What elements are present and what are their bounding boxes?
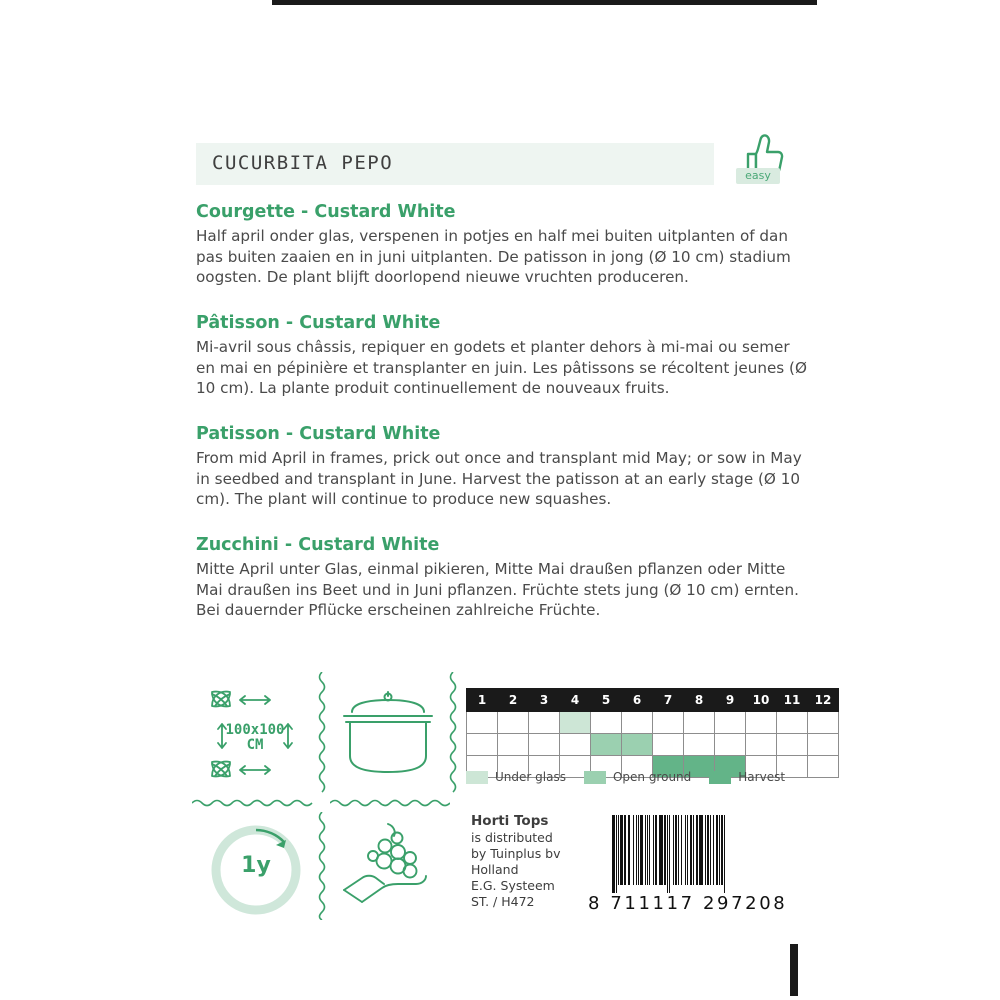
plant-spacing-line1: 100x100 bbox=[225, 722, 285, 738]
description-block-nl bbox=[196, 202, 812, 288]
description-title-nl: Courgette - Custard White bbox=[196, 202, 456, 222]
legend-label-harvest: Harvest bbox=[738, 770, 786, 784]
wavy-divider-horizontal-left bbox=[192, 798, 320, 808]
calendar-cell-empty bbox=[467, 734, 498, 756]
description-block-en bbox=[196, 424, 812, 510]
calendar-month-header: 3 bbox=[529, 689, 560, 712]
calendar-month-header: 1 bbox=[467, 689, 498, 712]
legend-swatch-open-ground bbox=[584, 771, 606, 784]
description-body-de: Mitte April unter Glas, einmal pikieren, Mitte Mai draußen pflanzen oder Mitte Mai draußen ins Beet und in Juni pflanzen. Früchte stets jung (Ø 10 cm) ernten. Bei dauernder Pflücke erscheinen zahlreiche Früchte. bbox=[196, 560, 799, 620]
company-line-2: is distributed bbox=[471, 830, 553, 846]
wavy-divider-horizontal-right bbox=[330, 798, 450, 808]
calendar-cell-empty bbox=[715, 712, 746, 734]
crop-mark-bottom bbox=[790, 944, 798, 996]
calendar-month-header: 7 bbox=[653, 689, 684, 712]
company-line-3: by Tuinplus bv bbox=[471, 846, 561, 862]
legend-label-under-glass: Under glass bbox=[495, 770, 566, 784]
calendar-cell-empty bbox=[777, 712, 808, 734]
calendar-header-row bbox=[467, 689, 839, 712]
calendar-month-header: 5 bbox=[591, 689, 622, 712]
description-body-en: From mid April in frames, prick out once and transplant mid May; or sow in May in seedbed and transplant in June. Harvest the patisson at an early stage (Ø 10 cm). The plant will continue to produce new squashes. bbox=[196, 449, 802, 509]
wavy-divider-vertical-top bbox=[317, 672, 327, 794]
calendar-cell-empty bbox=[498, 712, 529, 734]
calendar-body bbox=[467, 712, 839, 778]
calendar-cell-empty bbox=[498, 734, 529, 756]
calendar-cell-empty bbox=[560, 734, 591, 756]
calendar-month-header: 2 bbox=[498, 689, 529, 712]
company-line-6: ST. / H472 bbox=[471, 894, 535, 910]
legend-item-under-glass bbox=[466, 770, 566, 784]
crop-mark-top bbox=[272, 0, 817, 5]
calendar-month-header: 4 bbox=[560, 689, 591, 712]
company-line-5: E.G. Systeem bbox=[471, 878, 555, 894]
calendar-cell-empty bbox=[808, 712, 839, 734]
barcode-bars bbox=[612, 815, 808, 893]
easy-badge-label: easy bbox=[736, 168, 780, 184]
description-block-fr bbox=[196, 313, 812, 399]
calendar-cell-ground bbox=[622, 734, 653, 756]
calendar-cell-empty bbox=[622, 712, 653, 734]
calendar-cell-empty bbox=[529, 734, 560, 756]
legend-item-open-ground bbox=[584, 770, 691, 784]
annual-cycle-label: 1y bbox=[241, 853, 271, 878]
legend-item-harvest bbox=[709, 770, 785, 784]
legend-swatch-harvest bbox=[709, 771, 731, 784]
sowing-calendar-table bbox=[466, 688, 839, 778]
page-title: CUCURBITA PEPO bbox=[212, 152, 394, 174]
company-line-4: Holland bbox=[471, 862, 519, 878]
calendar-cell-glass bbox=[560, 712, 591, 734]
calendar-cell-empty bbox=[684, 734, 715, 756]
calendar-month-header: 12 bbox=[808, 689, 839, 712]
plant-spacing-label bbox=[213, 723, 297, 752]
description-body-fr: Mi-avril sous châssis, repiquer en godets et planter dehors à mi-mai ou semer en mai en pépinière et transplanter en juin. Les pâtissons se récoltent jeunes (Ø 10 cm). La plante produit continuellement de nouveaux fruits. bbox=[196, 338, 807, 398]
calendar-cell-empty bbox=[653, 734, 684, 756]
plant-spacing-line2: CM bbox=[246, 736, 264, 753]
calendar-cell-empty bbox=[746, 712, 777, 734]
barcode-number: 8 711117 297208 bbox=[588, 893, 788, 914]
calendar-month-header: 9 bbox=[715, 689, 746, 712]
barcode bbox=[612, 815, 808, 893]
calendar-cell-empty bbox=[808, 756, 839, 778]
calendar-cell-empty bbox=[653, 712, 684, 734]
description-title-fr: Pâtisson - Custard White bbox=[196, 313, 441, 333]
sowing-calendar bbox=[466, 688, 839, 778]
description-title-de: Zucchini - Custard White bbox=[196, 535, 440, 555]
calendar-cell-empty bbox=[591, 712, 622, 734]
calendar-cell-empty bbox=[529, 712, 560, 734]
legend-swatch-under-glass bbox=[466, 771, 488, 784]
calendar-month-header: 10 bbox=[746, 689, 777, 712]
description-body-nl: Half april onder glas, verspenen in potjes en half mei buiten uitplanten of dan pas buiten zaaien en in juni uitplanten. De patisson in jong (Ø 10 cm) stadium oogsten. De plant blijft doorlopend nieuwe vruchten produceren. bbox=[196, 227, 791, 287]
calendar-cell-empty bbox=[715, 734, 746, 756]
company-info bbox=[471, 813, 561, 910]
wavy-divider-vertical-bottom bbox=[317, 812, 327, 920]
calendar-cell-empty bbox=[746, 734, 777, 756]
calendar-month-header: 11 bbox=[777, 689, 808, 712]
company-name: Horti Tops bbox=[471, 813, 549, 829]
calendar-row bbox=[467, 712, 839, 734]
calendar-cell-empty bbox=[777, 734, 808, 756]
calendar-cell-empty bbox=[467, 712, 498, 734]
calendar-legend bbox=[466, 770, 803, 784]
cooking-pot-icon bbox=[336, 690, 442, 782]
calendar-cell-empty bbox=[684, 712, 715, 734]
calendar-row bbox=[467, 734, 839, 756]
description-title-en: Patisson - Custard White bbox=[196, 424, 441, 444]
calendar-cell-ground bbox=[591, 734, 622, 756]
calendar-cell-empty bbox=[808, 734, 839, 756]
legend-label-open-ground: Open ground bbox=[612, 770, 692, 784]
hand-with-fruit-icon bbox=[340, 818, 444, 920]
calendar-month-header: 8 bbox=[684, 689, 715, 712]
calendar-month-header: 6 bbox=[622, 689, 653, 712]
description-block-de bbox=[196, 535, 812, 621]
wavy-divider-vertical-center-top bbox=[448, 672, 458, 794]
